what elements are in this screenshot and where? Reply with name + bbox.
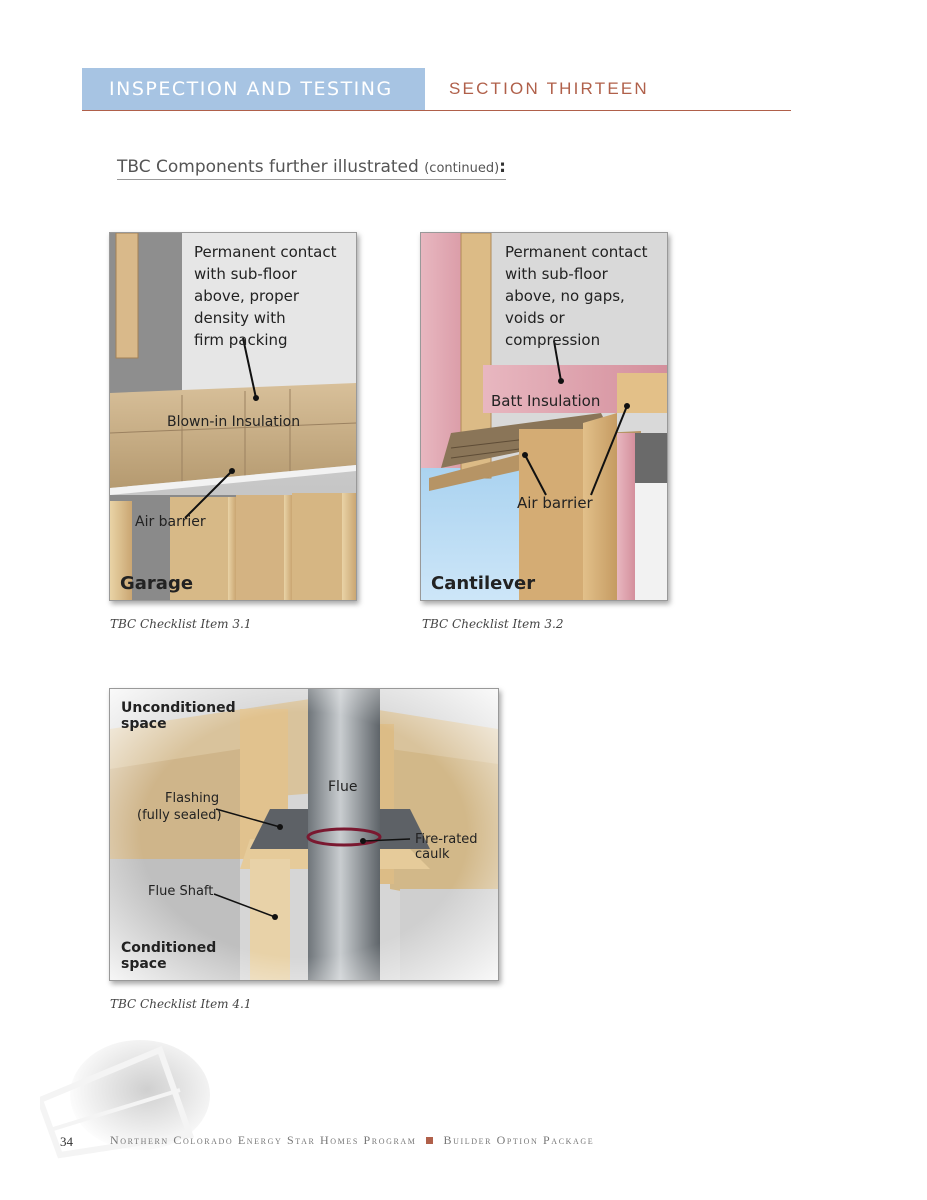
footer-package: Builder Option Package <box>443 1133 595 1147</box>
garage-note-line3: above, proper <box>194 287 299 305</box>
cantilever-note-line1: Permanent contact <box>505 243 648 261</box>
footer-program: Northern Colorado Energy Star Homes Program <box>110 1133 417 1147</box>
figure-caption: TBC Checklist Item 4.1 <box>110 997 252 1011</box>
flue-label: Flue <box>328 779 358 795</box>
caulk-line1: Fire-rated <box>415 832 478 847</box>
garage-note-line4: density with <box>194 309 286 327</box>
unconditioned-line1: Unconditioned <box>121 700 236 716</box>
caulk-line2: caulk <box>415 847 450 862</box>
flue-shaft-label: Flue Shaft <box>148 884 214 899</box>
footer-separator <box>426 1137 433 1144</box>
cantilever-location-label: Cantilever <box>431 573 536 594</box>
cantilever-insulation-label: Batt Insulation <box>491 392 601 410</box>
garage-note-line2: with sub-floor <box>194 265 297 283</box>
page-subtitle <box>117 157 506 180</box>
header-rule <box>82 110 791 111</box>
page-number: 34 <box>60 1134 73 1149</box>
figure-cantilever <box>420 232 668 601</box>
cantilever-air-barrier-label: Air barrier <box>517 494 593 512</box>
flashing-line2: (fully sealed) <box>137 808 222 823</box>
conditioned-line2: space <box>121 956 167 972</box>
figure-garage <box>109 232 357 601</box>
subtitle-main: TBC Components further illustrated <box>117 157 425 177</box>
cantilever-note-line5: compression <box>505 331 601 349</box>
garage-note-line1: Permanent contact <box>194 243 337 261</box>
cantilever-note-line4: voids or <box>505 309 565 327</box>
section-number: SECTION THIRTEEN <box>449 79 649 98</box>
subtitle-continued: (continued) <box>424 161 500 176</box>
conditioned-line1: Conditioned <box>121 940 217 956</box>
garage-insulation-label: Blown-in Insulation <box>167 414 301 430</box>
garage-air-barrier-label: Air barrier <box>135 514 206 530</box>
section-tab-label: INSPECTION AND TESTING <box>109 78 393 100</box>
flashing-line1: Flashing <box>165 791 220 806</box>
cantilever-note-line2: with sub-floor <box>505 265 608 283</box>
garage-location-label: Garage <box>120 573 194 594</box>
subtitle-colon: : <box>499 157 506 177</box>
footer-text <box>110 1133 594 1148</box>
garage-note-line5: firm packing <box>194 331 288 349</box>
figure-flue <box>109 688 499 981</box>
unconditioned-line2: space <box>121 716 167 732</box>
section-tab <box>82 68 425 110</box>
figure-caption: TBC Checklist Item 3.1 <box>110 617 252 631</box>
figure-caption: TBC Checklist Item 3.2 <box>422 617 564 631</box>
cantilever-note-line3: above, no gaps, <box>505 287 625 305</box>
